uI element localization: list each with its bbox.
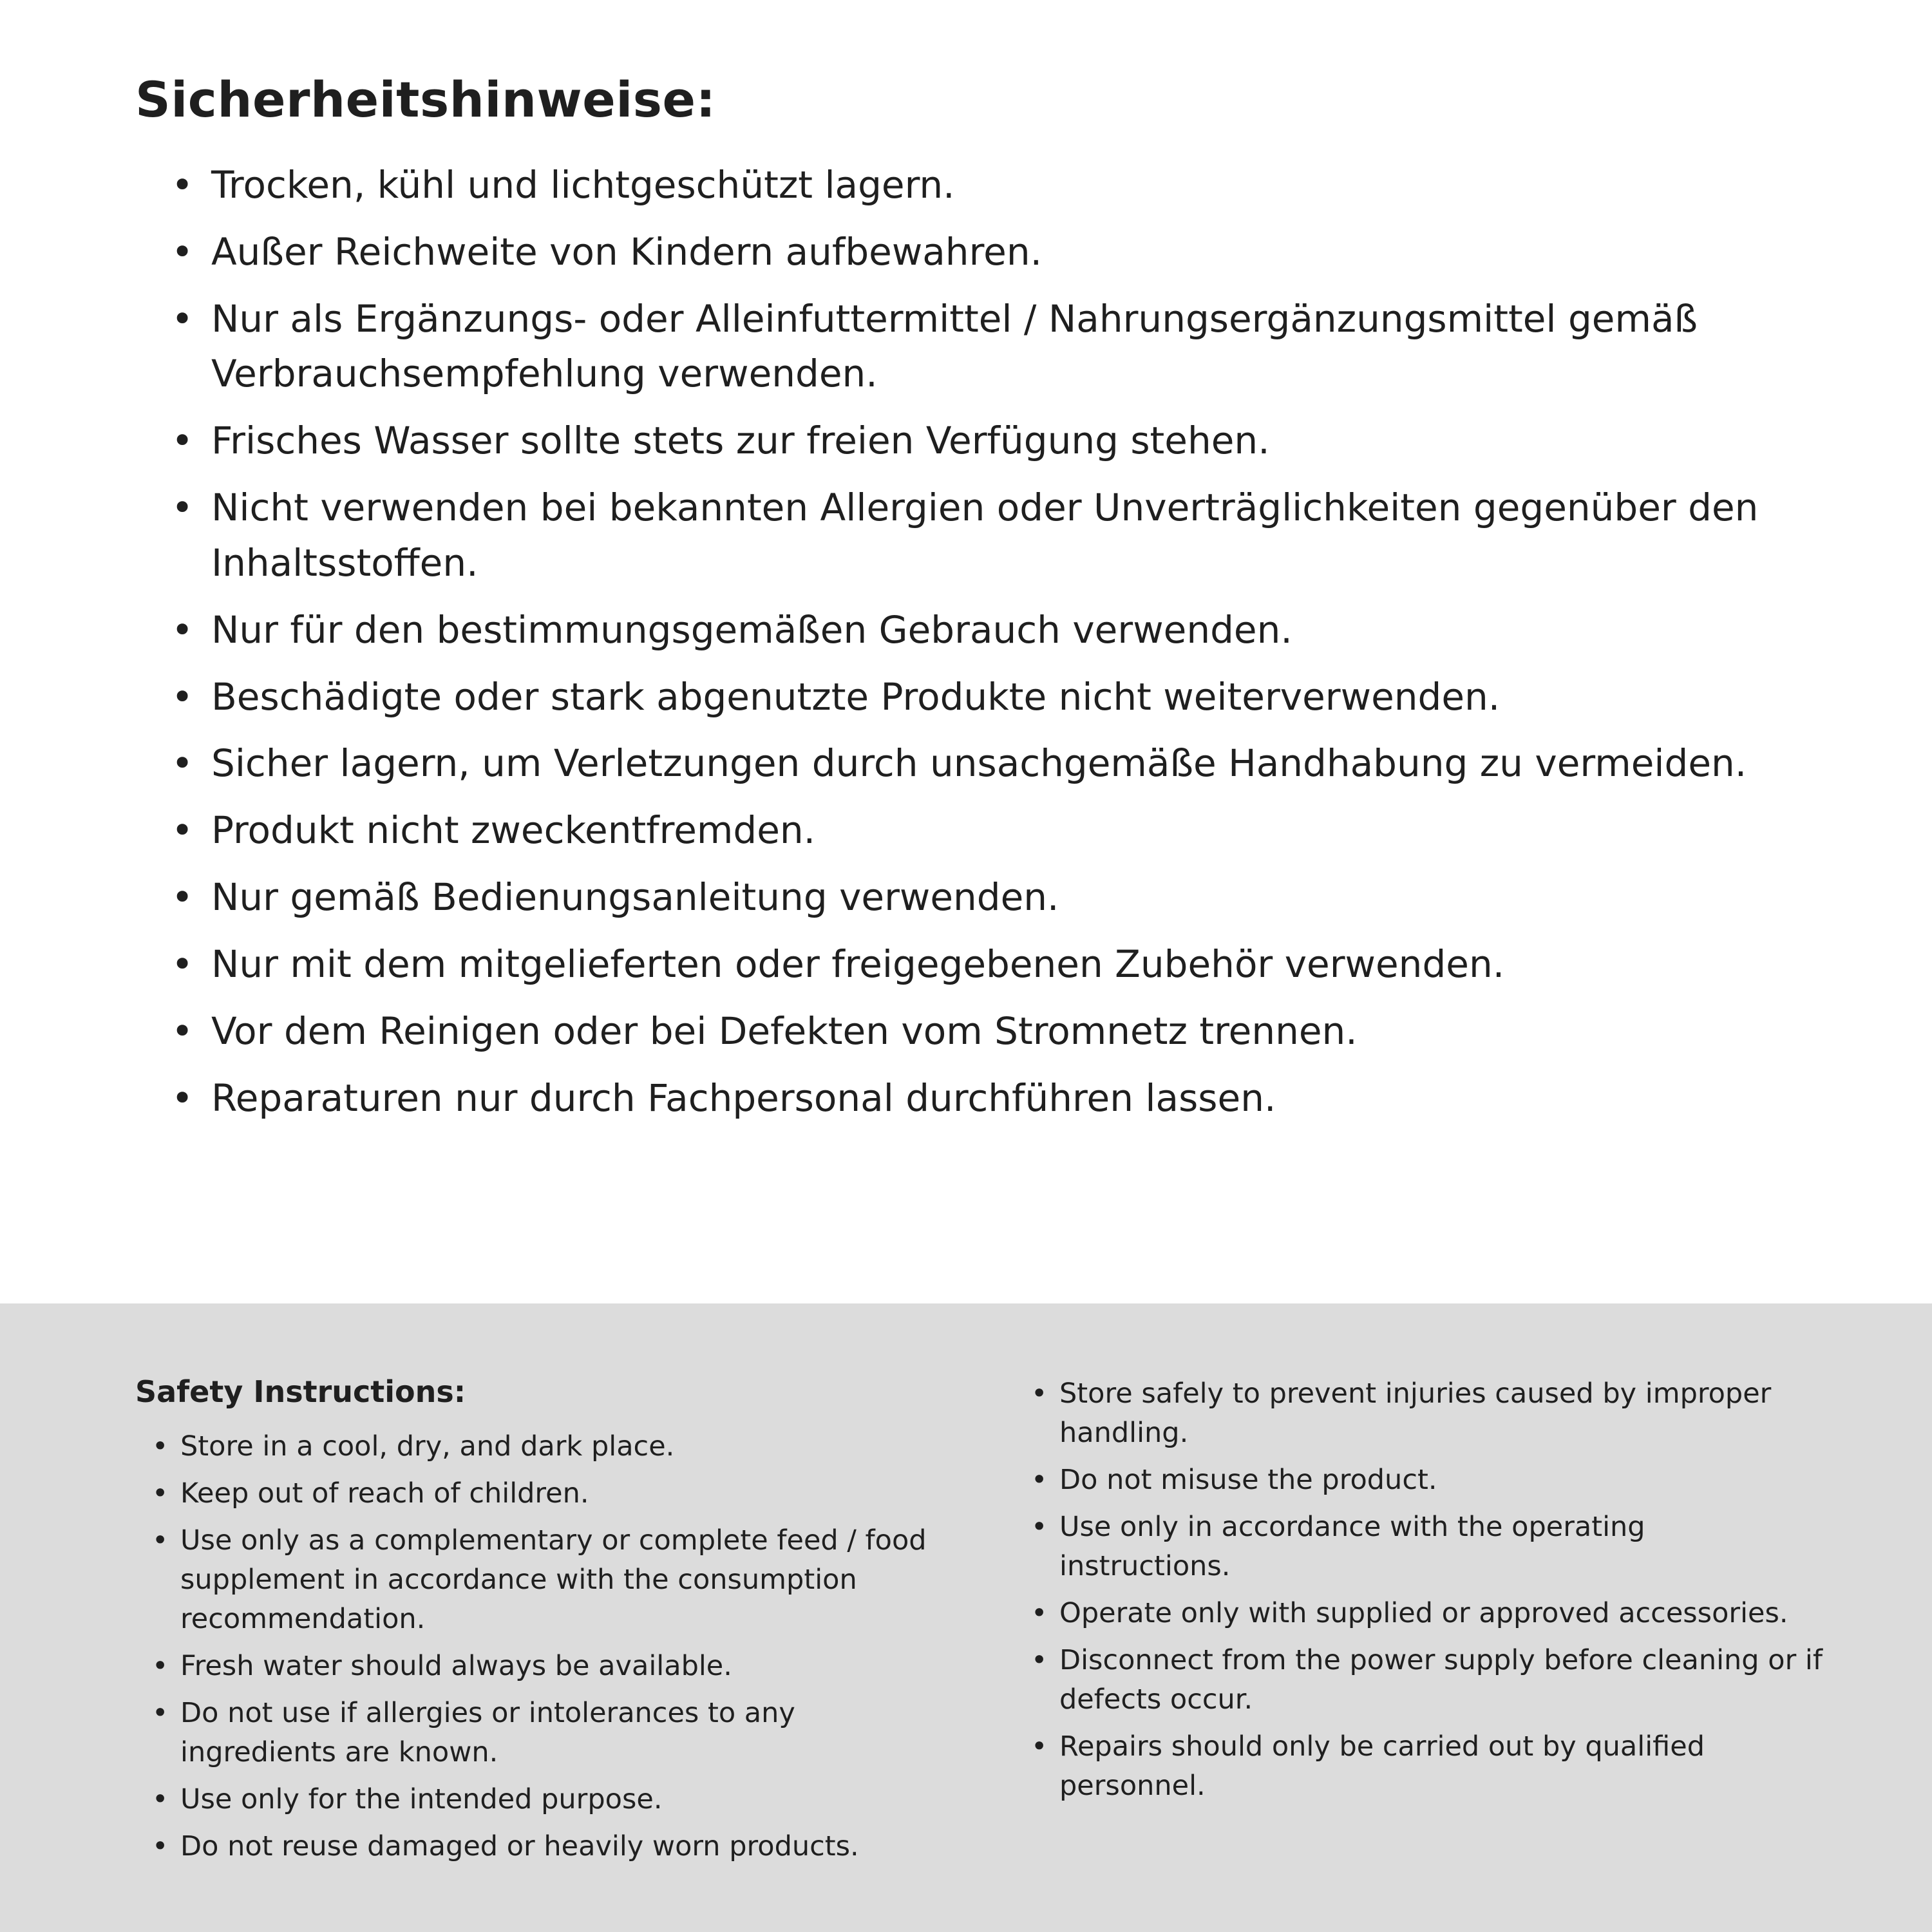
english-safety-item: • Repairs should only be carried out by qualified personnel. <box>1031 1727 1823 1806</box>
german-safety-item: • Nicht verwenden bei bekannten Allergien oder Unverträglichkeiten gegenüber den Inhaltsstoffen. <box>171 480 1829 591</box>
english-safety-list-left <box>135 1427 943 1866</box>
english-safety-item: • Fresh water should always be available. <box>152 1647 943 1686</box>
english-safety-item: • Use only in accordance with the operating instructions. <box>1031 1508 1823 1586</box>
english-safety-item: • Do not misuse the product. <box>1031 1461 1823 1500</box>
german-safety-item: • Reparaturen nur durch Fachpersonal durchführen lassen. <box>171 1071 1829 1126</box>
english-safety-item: • Do not reuse damaged or heavily worn products. <box>152 1827 943 1866</box>
english-safety-item: • Store in a cool, dry, and dark place. <box>152 1427 943 1466</box>
english-safety-item: • Use only for the intended purpose. <box>152 1780 943 1819</box>
english-left-column <box>135 1374 943 1874</box>
german-safety-item: • Außer Reichweite von Kindern aufbewahren. <box>171 225 1829 280</box>
english-safety-item: • Use only as a complementary or complete feed / food supplement in accordance with the consumption recommendation. <box>152 1521 943 1639</box>
german-safety-item: • Nur für den bestimmungsgemäßen Gebrauch verwenden. <box>171 603 1829 658</box>
english-safety-item: • Disconnect from the power supply before cleaning or if defects occur. <box>1031 1641 1823 1719</box>
english-section-title: Safety Instructions: <box>135 1374 466 1409</box>
german-safety-item: • Nur gemäß Bedienungsanleitung verwenden. <box>171 870 1829 925</box>
german-section-title: Sicherheitshinweise: <box>135 71 716 128</box>
german-safety-item: • Trocken, kühl und lichtgeschützt lagern. <box>171 158 1829 213</box>
german-safety-item: • Vor dem Reinigen oder bei Defekten vom Stromnetz trennen. <box>171 1004 1829 1059</box>
english-safety-item: • Keep out of reach of children. <box>152 1474 943 1513</box>
german-safety-item: • Nur mit dem mitgelieferten oder freigegebenen Zubehör verwenden. <box>171 937 1829 992</box>
english-safety-item: • Store safely to prevent injuries caused by improper handling. <box>1031 1374 1823 1453</box>
english-safety-item: • Operate only with supplied or approved accessories. <box>1031 1594 1823 1633</box>
german-safety-list <box>135 158 1829 1126</box>
german-safety-item: • Beschädigte oder stark abgenutzte Produkte nicht weiterverwenden. <box>171 670 1829 725</box>
english-safety-item: • Do not use if allergies or intolerances to any ingredients are known. <box>152 1694 943 1772</box>
german-safety-item: • Sicher lagern, um Verletzungen durch unsachgemäße Handhabung zu vermeiden. <box>171 736 1829 791</box>
german-safety-item: • Nur als Ergänzungs- oder Alleinfuttermittel / Nahrungsergänzungsmittel gemäß Verbrauchsempfehlung verwenden. <box>171 292 1829 402</box>
german-safety-item: • Produkt nicht zweckentfremden. <box>171 803 1829 858</box>
english-safety-list-right <box>1014 1374 1823 1806</box>
english-right-column <box>1014 1374 1823 1814</box>
english-safety-section <box>0 1303 1932 1932</box>
german-safety-item: • Frisches Wasser sollte stets zur freien Verfügung stehen. <box>171 413 1829 469</box>
